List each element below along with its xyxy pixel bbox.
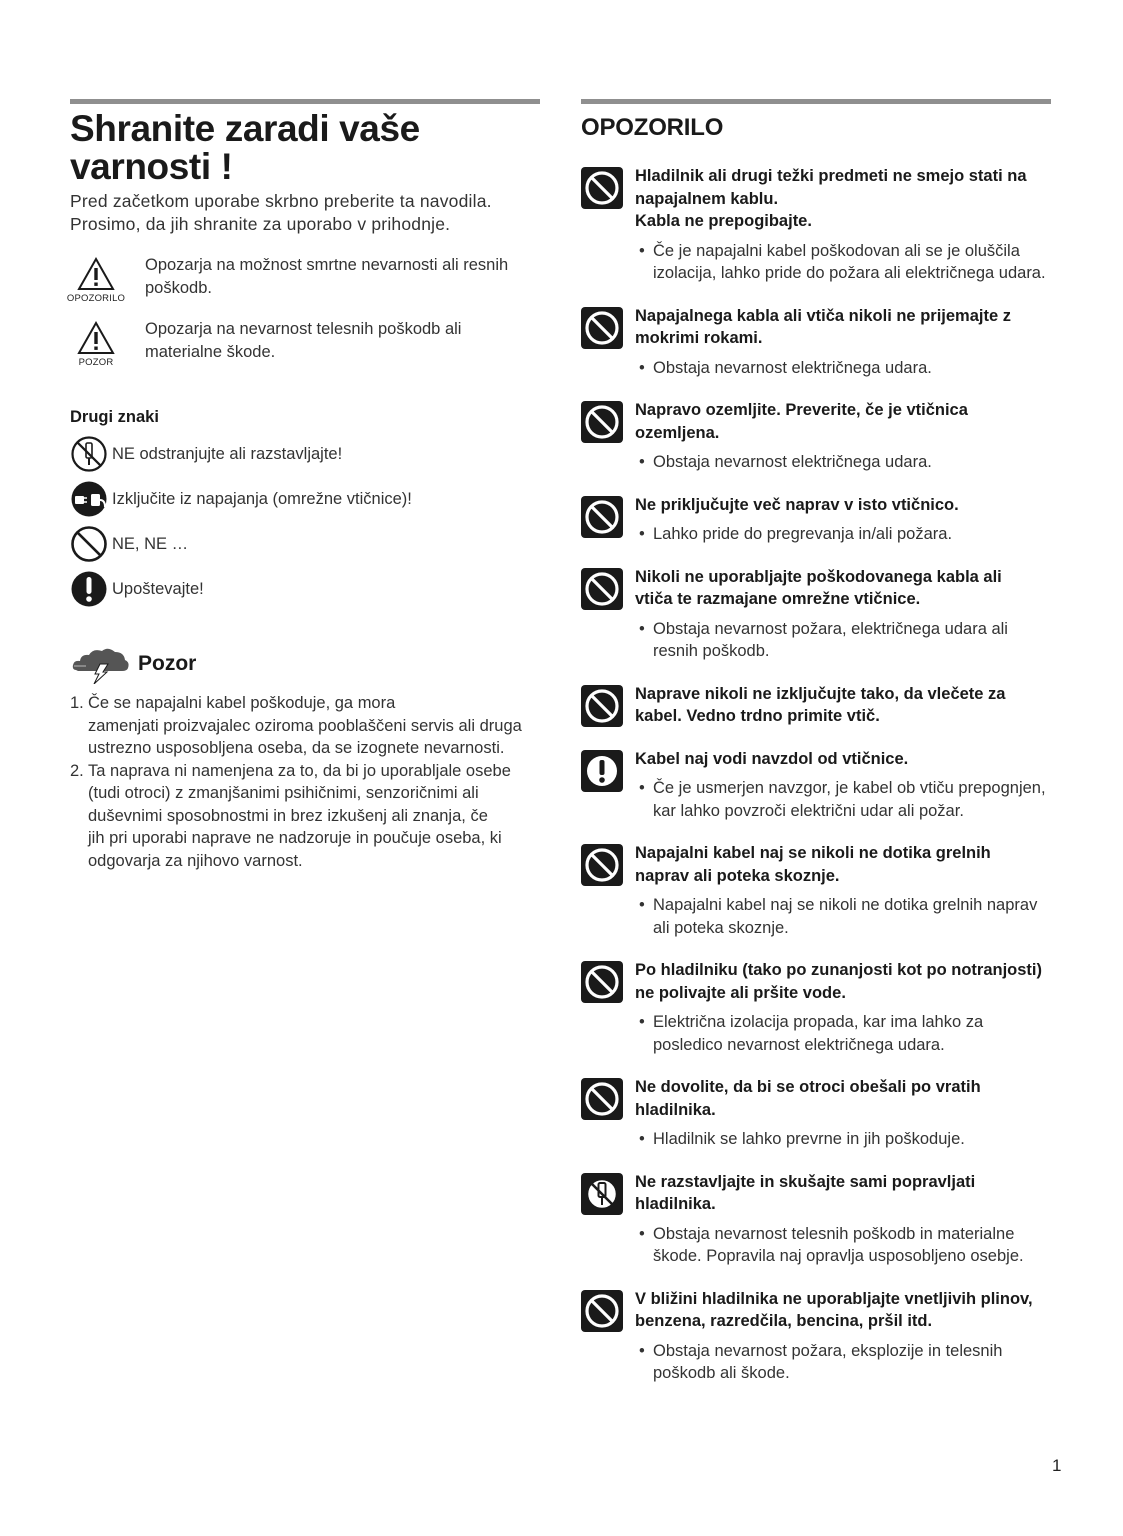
warning-title-line: Naprave nikoli ne izključujte tako, da vlečete za <box>635 684 1006 703</box>
warning-title-line: ne polivajte ali pršite vode. <box>635 983 846 1002</box>
list-line: odgovarja za njihovo varnost. <box>88 851 303 870</box>
warning-bullet <box>635 240 1051 285</box>
warning-bullet-line: Hladilnik se lahko prevrne in jih poškoduje. <box>653 1130 965 1148</box>
bullet-dot: • <box>639 358 645 377</box>
bullet-dot: • <box>639 1224 645 1243</box>
warning-title-line: Po hladilniku (tako po zunanjosti kot po notranjosti) <box>635 961 1042 979</box>
warning-bullet-line: Obstaja nevarnost požara, eksplozije in telesnih <box>653 1341 1003 1360</box>
warning-title-line: vtiča te razmajane omrežne vtičnice. <box>635 590 921 608</box>
warning-item <box>581 399 1051 474</box>
intro-text <box>70 190 540 236</box>
legend-warning <box>66 256 540 304</box>
title-line: Shranite zaradi vaše <box>70 108 420 149</box>
list-line: ustrezno usposobljena oseba, da se izognete nevarnosti. <box>88 739 505 757</box>
warning-bullet <box>635 1223 1051 1268</box>
warning-title-line: benzena, razredčila, bencina, pršil itd. <box>635 1312 933 1330</box>
prohibited-icon <box>581 401 623 443</box>
warning-title <box>635 683 1051 728</box>
prohibited-icon <box>581 844 623 886</box>
warning-title <box>635 1076 1051 1121</box>
warning-body <box>635 399 1051 474</box>
warning-title-line: Napajalnega kabla ali vtiča nikoli ne prijemajte z <box>635 306 1011 325</box>
warning-bullet-line: Obstaja nevarnost električnega udara. <box>653 358 932 377</box>
warning-bullet-line: poškodb ali škode. <box>653 1364 790 1382</box>
warning-bullet-line: Lahko pride do pregrevanja in/ali požara. <box>653 525 953 543</box>
warning-title-line: V bližini hladilnika ne uporabljajte vnetljivih plinov, <box>635 1289 1033 1308</box>
warning-item <box>581 165 1051 285</box>
prohibited-icon <box>581 1078 623 1120</box>
top-rule-right <box>581 99 1051 104</box>
warning-title <box>635 494 1051 517</box>
prohibited-icon <box>70 525 108 563</box>
warning-bullet-line: škode. Popravila naj opravlja usposobljeno osebje. <box>653 1247 1024 1265</box>
page-title <box>70 110 540 186</box>
warning-title-line: Ne dovolite, da bi se otroci obešali po vratih <box>635 1078 981 1096</box>
unplug-icon <box>70 480 108 518</box>
right-column <box>581 99 1051 1385</box>
list-line: Ta naprava ni namenjena za to, da bi jo uporabljale osebe <box>88 761 511 780</box>
warning-title <box>635 959 1051 1004</box>
warning-title-line: kabel. Vedno trdno primite vtič. <box>635 707 880 725</box>
warning-body <box>635 959 1051 1056</box>
no-disassembly-icon <box>70 435 108 473</box>
warning-heading: OPOZORILO <box>581 114 724 141</box>
warning-item <box>581 1076 1051 1151</box>
warning-title <box>635 305 1051 350</box>
warning-item <box>581 683 1051 728</box>
warning-bullet-line: Obstaja nevarnost požara, električnega udara ali <box>653 619 1008 638</box>
warning-title-line: ozemljena. <box>635 423 720 442</box>
warning-item <box>581 566 1051 663</box>
warning-bullet <box>635 357 1051 380</box>
warning-body <box>635 165 1051 285</box>
title-line: varnosti ! <box>70 146 233 187</box>
page-number: 1 <box>1052 1456 1062 1475</box>
warning-bullet <box>635 618 1051 663</box>
legend-line: Opozarja na možnost smrtne nevarnosti ali resnih <box>145 256 509 274</box>
sign-label: Izključite iz napajanja (omrežne vtičnice)! <box>112 489 412 508</box>
warning-title <box>635 566 1051 611</box>
warning-body <box>635 1076 1051 1151</box>
warning-bullet-line: ali poteka skoznje. <box>653 918 789 937</box>
exclamation-icon <box>70 570 108 608</box>
intro-line: Prosimo, da jih shranite za uporabo v prihodnje. <box>70 214 451 234</box>
warning-title-line: hladilnika. <box>635 1100 716 1119</box>
sign-row <box>70 435 540 473</box>
bullet-dot: • <box>639 1341 645 1360</box>
warning-item <box>581 1171 1051 1268</box>
warning-title-line: Napajalni kabel naj se nikoli ne dotika grelnih <box>635 844 991 862</box>
warning-title-line: Hladilnik ali drugi težki predmeti ne smejo stati na <box>635 167 1027 185</box>
legend-caption: POZOR <box>78 357 114 368</box>
prohibited-icon <box>581 961 623 1003</box>
warning-list <box>581 165 1051 1385</box>
prohibited-icon <box>581 307 623 349</box>
bullet-dot: • <box>639 779 645 797</box>
warning-bullet-line: Če je usmerjen navzgor, je kabel ob vtiču prepognjen, <box>653 779 1046 797</box>
sign-label: NE odstranjujte ali razstavljajte! <box>112 444 343 463</box>
prohibited-icon <box>581 685 623 727</box>
pozor-list <box>70 692 540 872</box>
legend-line: Opozarja na nevarnost telesnih poškodb ali <box>145 320 462 338</box>
legend-description <box>145 318 461 364</box>
warning-bullet-line: Če je napajalni kabel poškodovan ali se je oluščila <box>653 241 1020 260</box>
warning-title-line: napajalnem kablu. <box>635 189 779 208</box>
list-item <box>70 692 540 760</box>
warning-bullet <box>635 894 1051 939</box>
warning-title <box>635 748 1051 771</box>
left-column <box>66 99 540 872</box>
warning-title-line: naprav ali poteka skoznje. <box>635 866 840 885</box>
prohibited-icon <box>581 568 623 610</box>
exclamation-icon <box>581 750 623 792</box>
warning-title-line: Kabel naj vodi navzdol od vtičnice. <box>635 749 909 768</box>
pozor-heading-row <box>70 644 540 684</box>
list-line: jih pri uporabi naprave ne nadzoruje in poučuje oseba, ki <box>88 829 502 847</box>
warning-body <box>635 748 1051 823</box>
warning-title-line: Ne razstavljajte in skušajte sami popravljati <box>635 1172 976 1191</box>
warning-item <box>581 748 1051 823</box>
legend-caption: OPOZORILO <box>66 293 126 304</box>
warning-item <box>581 494 1051 546</box>
warning-bullet <box>635 1340 1051 1385</box>
no-disassembly-icon <box>581 1173 623 1215</box>
warning-bullet <box>635 1128 1051 1151</box>
warning-bullet <box>635 1011 1051 1056</box>
list-number: 1. <box>70 694 84 712</box>
warning-title-line: mokrimi rokami. <box>635 329 763 347</box>
legend-description <box>145 254 508 300</box>
sign-row <box>70 570 540 608</box>
warning-item <box>581 842 1051 939</box>
sign-label: Upoštevajte! <box>112 579 204 598</box>
warning-body <box>635 1171 1051 1268</box>
list-line: (tudi otroci) z zmanjšanimi psihičnimi, senzoričnimi ali <box>88 784 479 802</box>
legend-caution <box>70 320 540 368</box>
warning-title <box>635 842 1051 887</box>
bullet-dot: • <box>639 619 645 638</box>
list-line: Če se napajalni kabel poškoduje, ga mora <box>88 694 396 712</box>
warning-bullet-line: Obstaja nevarnost električnega udara. <box>653 453 932 471</box>
warning-bullet <box>635 777 1051 822</box>
warning-title-line: Nikoli ne uporabljajte poškodovanega kabla ali <box>635 567 1002 586</box>
warning-bullet-line: posledico nevarnost električnega udara. <box>653 1035 945 1054</box>
warning-body <box>635 1288 1051 1385</box>
warning-bullet <box>635 523 1051 546</box>
storm-cloud-icon <box>70 644 130 684</box>
warning-bullet-line: kar lahko povzroči električni udar ali požar. <box>653 801 964 820</box>
list-line: zamenjati proizvajalec oziroma pooblaščeni servis ali druga <box>88 716 522 735</box>
list-number: 2. <box>70 761 84 780</box>
warning-bullet-line: resnih poškodb. <box>653 642 770 660</box>
other-signs-heading: Drugi znaki <box>70 408 159 426</box>
prohibited-icon <box>581 496 623 538</box>
warning-title <box>635 1288 1051 1333</box>
bullet-dot: • <box>639 525 645 543</box>
top-rule-left <box>70 99 540 104</box>
warning-item <box>581 1288 1051 1385</box>
pozor-title: Pozor <box>138 652 197 675</box>
list-line: duševnimi sposobnostmi in brez izkušenj ali znanja, če <box>88 806 488 825</box>
legend-line: poškodb. <box>145 279 212 297</box>
intro-line: Pred začetkom uporabe skrbno preberite ta navodila. <box>70 191 492 211</box>
bullet-dot: • <box>639 241 645 260</box>
sign-row <box>70 480 540 518</box>
warning-title-line: Ne priključujte več naprav v isto vtičnico. <box>635 495 959 514</box>
warning-title-line: Kabla ne prepogibajte. <box>635 212 812 230</box>
bullet-dot: • <box>639 896 645 914</box>
warning-bullet-line: Napajalni kabel naj se nikoli ne dotika grelnih naprav <box>653 896 1038 914</box>
warning-title <box>635 1171 1051 1216</box>
warning-title-line: hladilnika. <box>635 1195 716 1213</box>
prohibited-icon <box>581 167 623 209</box>
bullet-dot: • <box>639 453 645 471</box>
legend-line: materialne škode. <box>145 343 276 361</box>
warning-item <box>581 305 1051 380</box>
warning-item <box>581 959 1051 1056</box>
warning-body <box>635 494 1051 546</box>
warning-body <box>635 842 1051 939</box>
sign-row <box>70 525 540 563</box>
warning-title <box>635 165 1051 233</box>
sign-label: NE, NE … <box>112 534 189 553</box>
bullet-dot: • <box>639 1130 645 1148</box>
warning-bullet <box>635 451 1051 474</box>
caution-triangle-icon <box>64 320 128 368</box>
warning-body <box>635 683 1051 728</box>
warning-title-line: Napravo ozemljite. Preverite, če je vtičnica <box>635 401 968 419</box>
list-item <box>70 760 540 873</box>
warning-body <box>635 305 1051 380</box>
warning-body <box>635 566 1051 663</box>
warning-bullet-line: Električna izolacija propada, kar ima lahko za <box>653 1013 984 1031</box>
warning-triangle-icon <box>64 256 128 304</box>
warning-bullet-line: Obstaja nevarnost telesnih poškodb in materialne <box>653 1224 1015 1243</box>
warning-bullet-line: izolacija, lahko pride do požara ali električnega udara. <box>653 264 1046 282</box>
prohibited-icon <box>581 1290 623 1332</box>
bullet-dot: • <box>639 1013 645 1031</box>
warning-title <box>635 399 1051 444</box>
